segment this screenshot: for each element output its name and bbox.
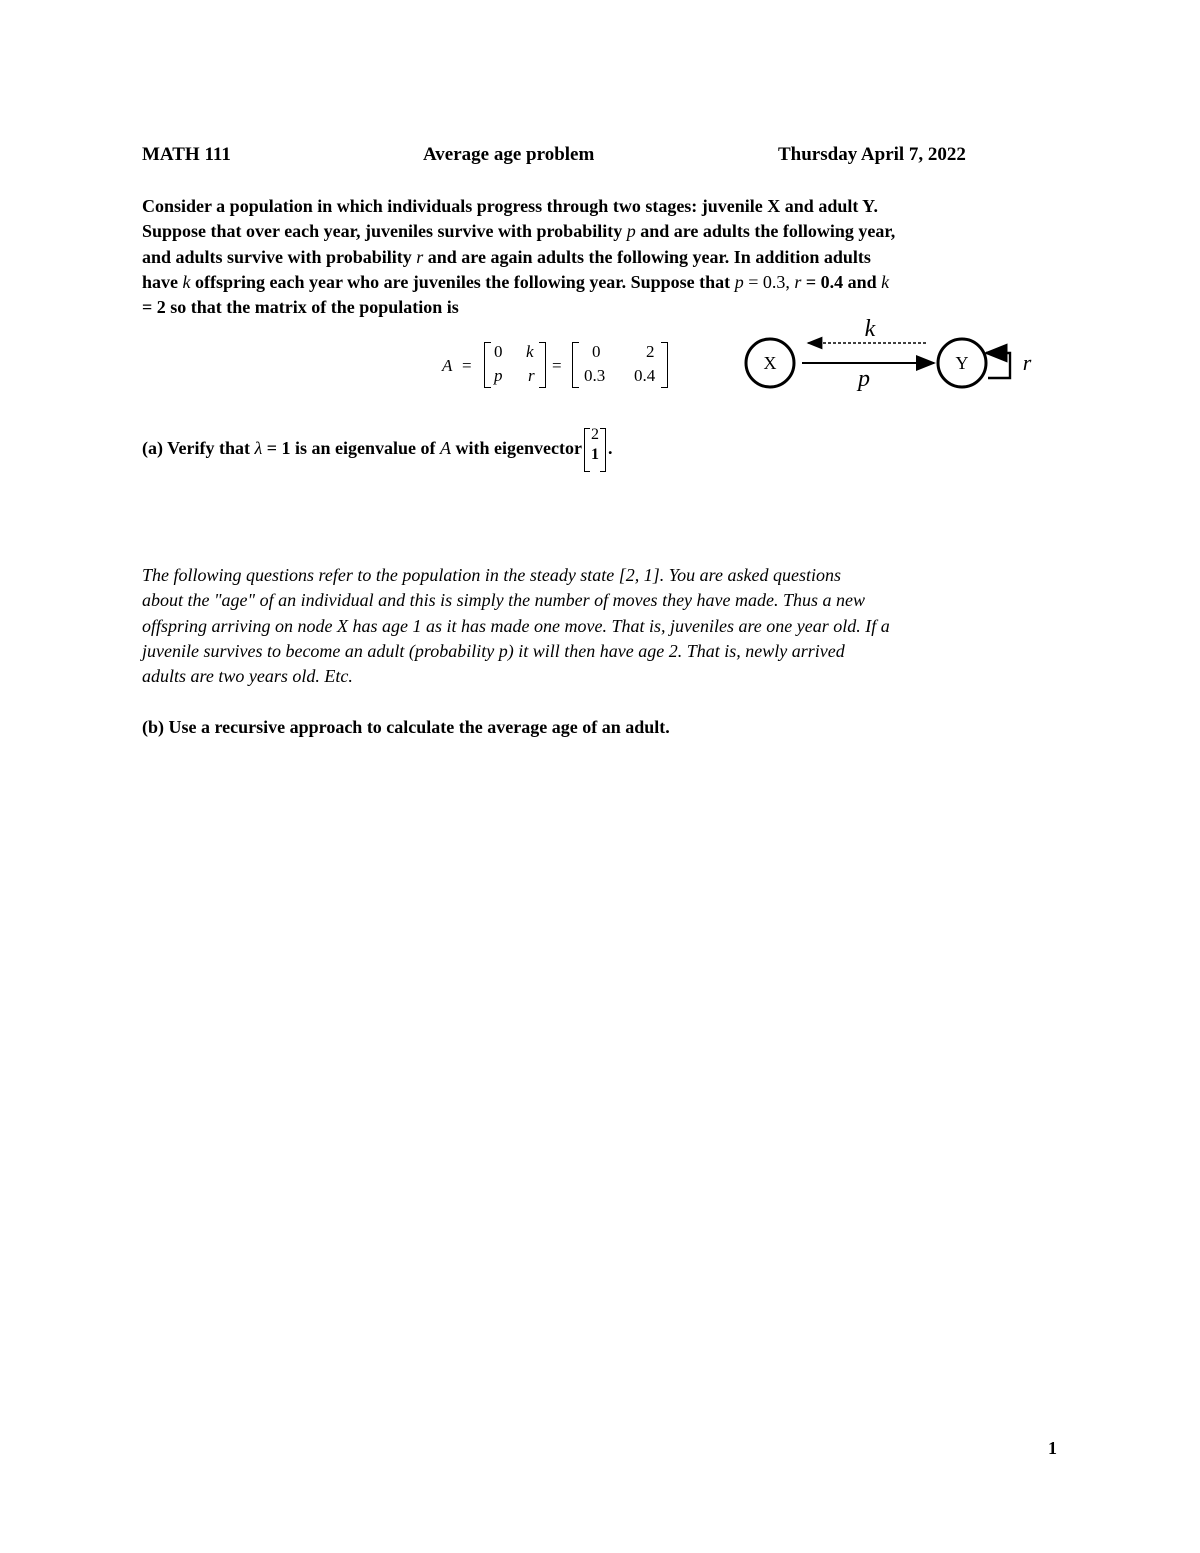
stage-transition-diagram [740, 318, 1040, 398]
matrix-lhs: A [442, 356, 453, 375]
vector-entry: 1 [591, 446, 600, 463]
right-bracket [661, 342, 668, 388]
text: and adults survive with probability [142, 246, 417, 267]
intro-line: = 2 so that the matrix of the population is [142, 297, 459, 318]
note-line: offspring arriving on node X has age 1 as it has made one move. That is, juveniles are one year old. If a [142, 615, 890, 636]
equals-sign: = [462, 356, 472, 375]
text: have [142, 271, 183, 292]
var-r: r [416, 246, 424, 267]
left-bracket [484, 342, 491, 388]
var-r: r [794, 271, 802, 292]
left-bracket [584, 428, 590, 472]
text: offspring each year who are juveniles the following year. Suppose that [190, 271, 735, 292]
matrix-cell: p [494, 366, 503, 385]
question-a [142, 428, 613, 472]
numeric-matrix [572, 340, 668, 390]
label-k: k [864, 318, 876, 342]
label-r: r [1022, 350, 1032, 375]
self-loop-arrow [986, 353, 1010, 378]
node-x-label: X [763, 353, 777, 373]
var-p: p [734, 271, 744, 292]
matrix-cell: 0.3 [584, 366, 606, 385]
course-code: MATH 111 [142, 144, 231, 165]
steady-state-note [142, 563, 1062, 689]
matrix-cell: k [526, 342, 534, 361]
node-y-label: Y [955, 353, 969, 373]
matrix-cell: 0.4 [634, 366, 656, 385]
text: (a) Verify that [142, 438, 255, 459]
text: = 1 is an eigenvalue of [262, 438, 441, 459]
lambda-symbol: λ [254, 438, 263, 459]
matrix-cell: 0 [592, 342, 601, 361]
note-line: juvenile survives to become an adult (probability p) it will then have age 2. That is, newly arrived [142, 640, 845, 661]
eigenvector [584, 428, 606, 472]
intro-line: Consider a population in which individuals progress through two stages: juvenile X and adult Y. [142, 196, 879, 216]
problem-title: Average age problem [423, 144, 595, 165]
text: and are again adults the following year. In addition adults [423, 246, 871, 267]
label-p: p [858, 366, 870, 392]
var-k: k [182, 271, 191, 292]
page-number: 1 [1048, 1438, 1057, 1458]
text: . [608, 438, 613, 459]
intro-line [142, 245, 1062, 270]
matrix-cell: 0 [494, 342, 503, 361]
right-bracket [600, 428, 606, 472]
var-p: p [626, 221, 636, 242]
var-k: k [881, 271, 890, 292]
right-bracket [539, 342, 546, 388]
note-line: about the "age" of an individual and this is simply the number of moves they have made. Thus a new [142, 590, 866, 611]
text: Suppose that over each year, juveniles survive with probability [142, 221, 627, 242]
text: = 0.3, [743, 271, 795, 292]
question-b: (b) Use a recursive approach to calculate the average age of an adult. [142, 717, 670, 737]
date: Thursday April 7, 2022 [778, 144, 966, 165]
equals-sign: = [552, 356, 562, 375]
symbolic-matrix [484, 340, 546, 390]
text: = 0.4 and [801, 271, 882, 292]
vector-entry: 2 [591, 426, 600, 443]
left-bracket [572, 342, 579, 388]
note-line: The following questions refer to the population in the steady state [2, 1]. You are asked questions [142, 565, 841, 585]
intro-line [142, 219, 1062, 244]
matrix-symbol: A [440, 438, 452, 459]
note-line: adults are two years old. Etc. [142, 666, 353, 687]
matrix-cell: r [528, 366, 535, 385]
text: with eigenvector [451, 438, 583, 459]
matrix-cell: 2 [646, 342, 655, 361]
intro-paragraph [142, 194, 1062, 320]
text: and are adults the following year, [635, 221, 896, 242]
intro-line [142, 270, 1062, 295]
